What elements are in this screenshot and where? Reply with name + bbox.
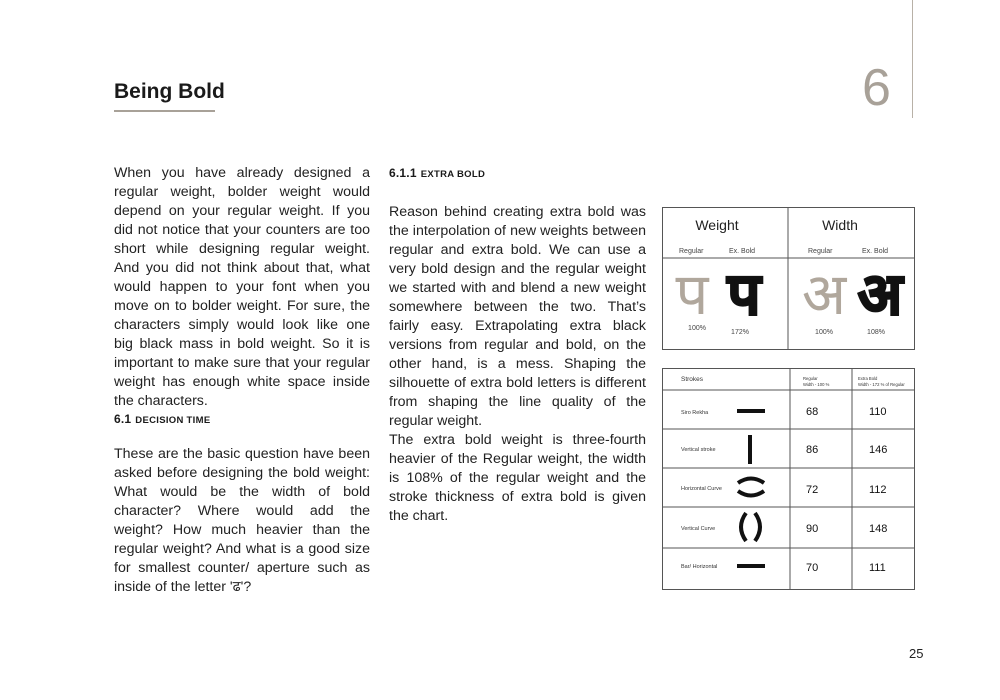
width-regular-label: Regular xyxy=(808,248,833,255)
strokes-table xyxy=(662,368,916,591)
section-6-1-heading xyxy=(114,412,210,426)
section-6-1-1-paragraph-1: Reason behind creating extra bold was the interpolation of new weights between regular and extra bold. We can use a very bold design and the regular weight we started with and blend a new weight somewhere between the two. That’s fairly easy. Extrapolating extra black versions from regular and bold, on the other hand, is a mess. Shaping the silhouette of extra bold letters is different from shaping the line quality of the regular weight. xyxy=(389,204,646,429)
stroke-row-4-name: Vertical Curve xyxy=(681,526,716,532)
weight-regular-percent: 100% xyxy=(688,325,706,332)
stroke-row-1-regular: 68 xyxy=(806,406,819,418)
weight-regular-glyph: प xyxy=(675,262,709,327)
width-bold-glyph: अ xyxy=(857,262,903,327)
stroke-row-1-extrabold: 110 xyxy=(869,406,887,418)
stroke-row-3-name: Horizontal Curve xyxy=(681,486,722,492)
stroke-row-3-sample-horizontal-curves xyxy=(738,479,764,496)
section-6-1-1-heading xyxy=(389,166,485,180)
stroke-row-5-regular: 70 xyxy=(806,562,819,574)
width-exbold-label: Ex. Bold xyxy=(862,248,889,255)
stroke-row-2-regular: 86 xyxy=(806,444,819,456)
extrabold-header-line2: Width - 172 % of Regular xyxy=(858,382,905,387)
page-number: 25 xyxy=(909,646,924,661)
stroke-row-5-sample-horizontal-bar xyxy=(737,564,765,568)
extrabold-header-line1: Extra Bold xyxy=(858,376,878,381)
chapter-number: 6 xyxy=(862,59,891,117)
section-6-1-1-number: 6.1.1 xyxy=(389,166,417,180)
section-6-1-number: 6.1 xyxy=(114,412,132,426)
chapter-marker-line xyxy=(912,0,913,118)
stroke-row-5-name: Bar/ Horizontal xyxy=(681,564,718,570)
stroke-row-4-sample-vertical-curves xyxy=(741,513,760,541)
section-6-1-title: DECISION TIME xyxy=(135,415,211,426)
section-6-1-1-title: EXTRA BOLD xyxy=(420,169,486,180)
weight-width-table xyxy=(662,207,916,351)
weight-exbold-label: Ex. Bold xyxy=(729,248,756,255)
stroke-row-2-sample-vertical-bar xyxy=(748,435,752,464)
stroke-row-2-name: Vertical stroke xyxy=(681,447,716,453)
stroke-row-1-sample-horizontal-bar xyxy=(737,409,765,413)
section-6-1-paragraph: These are the basic question have been asked before designing the bold weight: What would be the width of bold character? Where would add the weight? How much heavier than the regular weight? And what is a good size for smallest counter/ aperture such as inside of the letter 'ढ'? xyxy=(114,446,370,595)
regular-header-line2: Width - 100 % xyxy=(803,382,830,387)
stroke-row-4-extrabold: 148 xyxy=(869,523,888,535)
weight-header: Weight xyxy=(695,217,739,233)
intro-paragraph: When you have already designed a regular weight, bolder weight would depend on your regular weight. If you did not notice that your counters are too short while designing regular weight. And you did not think about that, what would happen to your font when you move on to bolder weight. For sure, the characters simply would look like one big black mass in bold weight. So it is important to make sure that your regular weight has enough white space inside the characters. xyxy=(114,165,370,409)
stroke-row-3-regular: 72 xyxy=(806,484,819,496)
width-header: Width xyxy=(822,217,858,233)
weight-regular-label: Regular xyxy=(679,248,704,255)
stroke-row-1-name: Siro Rekha xyxy=(681,410,709,416)
strokes-header: Strokes xyxy=(681,376,704,383)
stroke-row-3-extrabold: 112 xyxy=(869,484,887,496)
width-regular-glyph: अ xyxy=(801,262,847,327)
weight-bold-percent: 172% xyxy=(731,329,749,336)
stroke-row-2-extrabold: 146 xyxy=(869,444,888,456)
page-title: Being Bold xyxy=(114,80,225,103)
width-regular-percent: 100% xyxy=(815,329,833,336)
regular-header-line1: Regular xyxy=(803,376,818,381)
width-bold-percent: 108% xyxy=(867,329,885,336)
stroke-row-4-regular: 90 xyxy=(806,523,819,535)
title-underline xyxy=(114,110,215,112)
section-6-1-1-paragraph-2: The extra bold weight is three-fourth heavier of the Regular weight, the width is 108% of the regular weight and the stroke thickness of extra bold is given the chart. xyxy=(389,432,646,524)
weight-bold-glyph: प xyxy=(727,262,761,327)
stroke-row-5-extrabold: 111 xyxy=(869,562,886,574)
